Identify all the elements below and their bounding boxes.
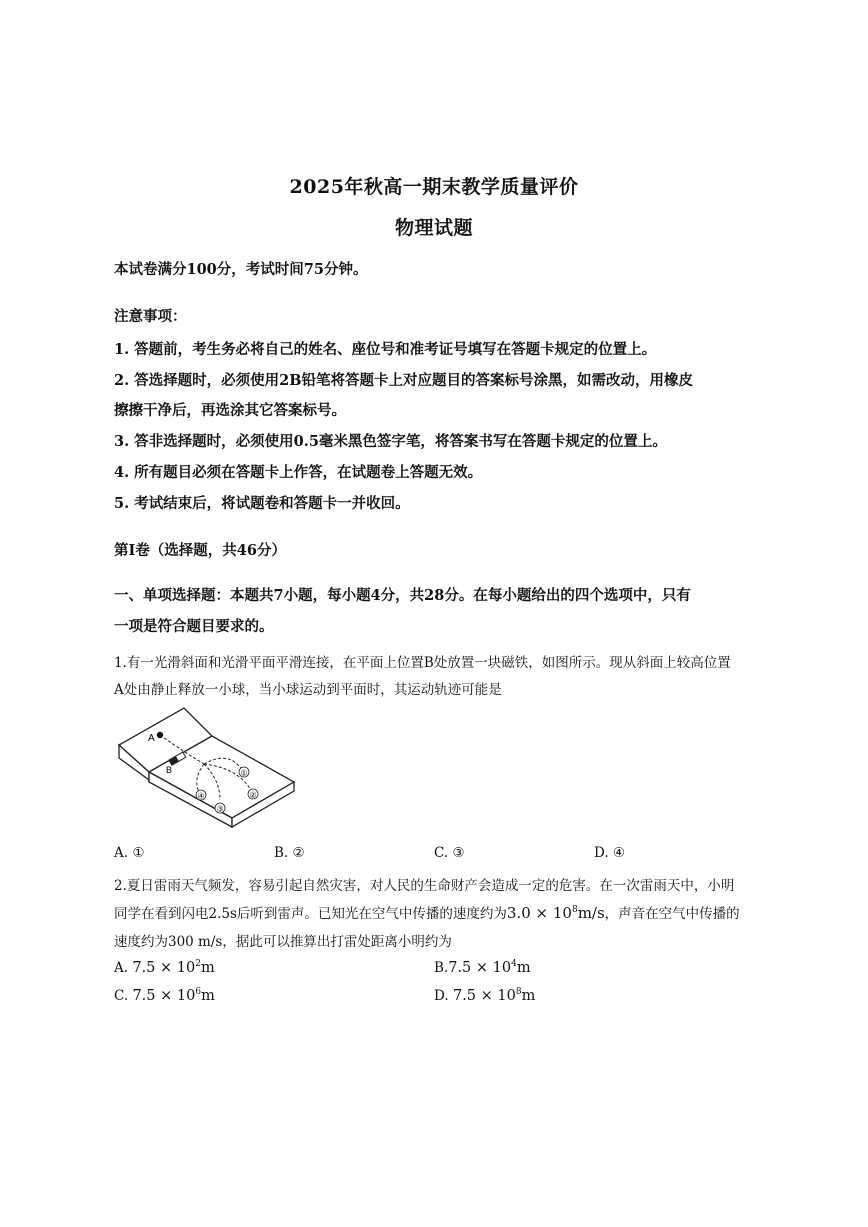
exam-subtitle: 物理试题 <box>394 217 473 239</box>
question-1-text: A处由静止释放一小球，当小球运动到平面时，其运动轨迹可能是 <box>114 682 502 698</box>
q2-text-part: ，声音在空气中传播的 <box>604 906 740 922</box>
question-2-text <box>114 902 740 922</box>
notes-heading: 注意事项： <box>114 308 187 325</box>
part1-heading: 第Ⅰ卷（选择题，共46分） <box>114 542 286 559</box>
question-2-text: 2.夏日雷雨天气频发，容易引起自然灾害，对人民的生命财产会造成一定的危害。在一次雷雨天中，小明 <box>114 878 735 894</box>
path-label-1: ① <box>240 768 248 778</box>
note-item: 5. 考试结束后，将试题卷和答题卡一并收回。 <box>114 495 410 512</box>
note-item: 4. 所有题目必须在答题卡上作答，在试题卷上答题无效。 <box>114 464 483 481</box>
incline-magnet-figure <box>114 700 304 835</box>
path-label-3: ③ <box>216 804 224 814</box>
question-1-text: 1.有一光滑斜面和光滑平面平滑连接，在平面上位置B处放置一块磁铁，如图所示。现从斜面上较高位置 <box>114 655 731 671</box>
label-a: A <box>148 733 155 744</box>
note-item: 擦擦干净后，再选涂其它答案标号。 <box>114 402 346 419</box>
q1-option-d: D. ④ <box>594 845 626 861</box>
light-speed: $3.0 \times 10^8m/s$ <box>506 904 605 922</box>
path-label-4: ④ <box>197 791 205 801</box>
q2-text-part: 同学在看到闪电2.5s后听到雷声。已知光在空气中传播的速度约为 <box>114 906 507 922</box>
label-b: B <box>166 765 173 775</box>
exam-intro: 本试卷满分100分，考试时间75分钟。 <box>114 261 368 278</box>
q2-option-a: A. $7.5 \times 10^2m$ <box>114 959 215 976</box>
q2-option-b: $B.7.5 \times 10^4m$ <box>434 959 531 976</box>
q1-option-c: C. ③ <box>434 845 465 861</box>
exam-title: 2025年秋高一期末教学质量评价 <box>289 176 579 198</box>
q1-option-b: B. ② <box>274 845 305 861</box>
section-heading-line2: 一项是符合题目要求的。 <box>114 618 274 635</box>
note-item: 2. 答选择题时，必须使用2B铅笔将答题卡上对应题目的答案标号涂黑，如需改动，用橡皮 <box>114 372 694 389</box>
note-item: 1. 答题前，考生务必将自己的姓名、座位号和准考证号填写在答题卡规定的位置上。 <box>114 341 657 358</box>
section-heading-line1: 一、单项选择题：本题共7小题，每小题4分，共28分。在每小题给出的四个选项中，只有 <box>114 587 691 604</box>
note-item: 3. 答非选择题时，必须使用0.5毫米黑色签字笔，将答案书写在答题卡规定的位置上。 <box>114 433 667 450</box>
path-label-2: ② <box>249 790 257 800</box>
q1-option-a: A. ① <box>114 845 145 861</box>
question-2-text: 速度约为300 m/s，据此可以推算出打雷处距离小明约为 <box>114 934 452 950</box>
q2-option-c: C. $7.5 \times 10^6m$ <box>114 987 215 1004</box>
q2-option-d: D. $7.5 \times 10^8m$ <box>434 987 536 1004</box>
